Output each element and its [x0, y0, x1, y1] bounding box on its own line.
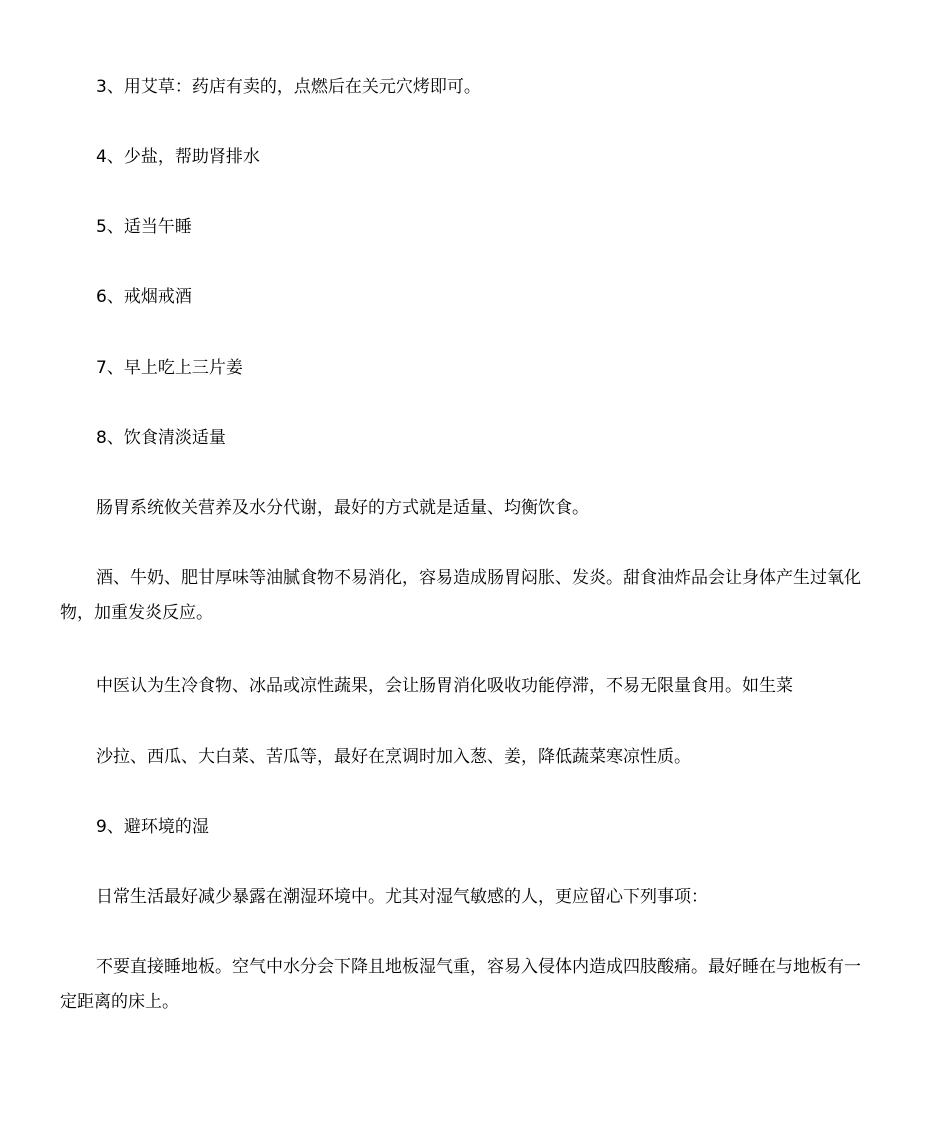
paragraph-humidity: 日常生活最好减少暴露在潮湿环境中。尤其对湿气敏感的人，更应留心下列事项： [96, 887, 708, 907]
paragraph-item-3: 3、用艾草：药店有卖的，点燃后在关元穴烤即可。 [96, 77, 481, 97]
paragraph-greasy-food: 酒、牛奶、肥甘厚味等油腻食物不易消化，容易造成肠胃闷胀、发炎。甜食油炸品会让身体产生过氧化物，加重发炎反应。 [60, 568, 861, 623]
paragraph-item-6: 6、戒烟戒酒 [96, 287, 192, 307]
paragraph-item-4: 4、少盐，帮助肾排水 [96, 147, 260, 167]
paragraph-vegetables: 沙拉、西瓜、大白菜、苦瓜等，最好在烹调时加入葱、姜，降低蔬菜寒凉性质。 [96, 747, 691, 767]
paragraph-item-5: 5、适当午睡 [96, 217, 192, 237]
paragraph-digestion-intro: 肠胃系统攸关营养及水分代谢，最好的方式就是适量、均衡饮食。 [96, 498, 589, 518]
paragraph-item-9: 9、避环境的湿 [96, 817, 209, 837]
paragraph-cold-food: 中医认为生冷食物、冰品或凉性蔬果，会让肠胃消化吸收功能停滞，不易无限量食用。如生菜 [96, 676, 793, 696]
paragraph-item-8: 8、饮食清淡适量 [96, 428, 226, 448]
paragraph-item-7: 7、早上吃上三片姜 [96, 358, 243, 378]
paragraph-floor-sleeping: 不要直接睡地板。空气中水分会下降且地板湿气重，容易入侵体内造成四肢酸痛。最好睡在与地板有一定距离的床上。 [60, 957, 861, 1012]
